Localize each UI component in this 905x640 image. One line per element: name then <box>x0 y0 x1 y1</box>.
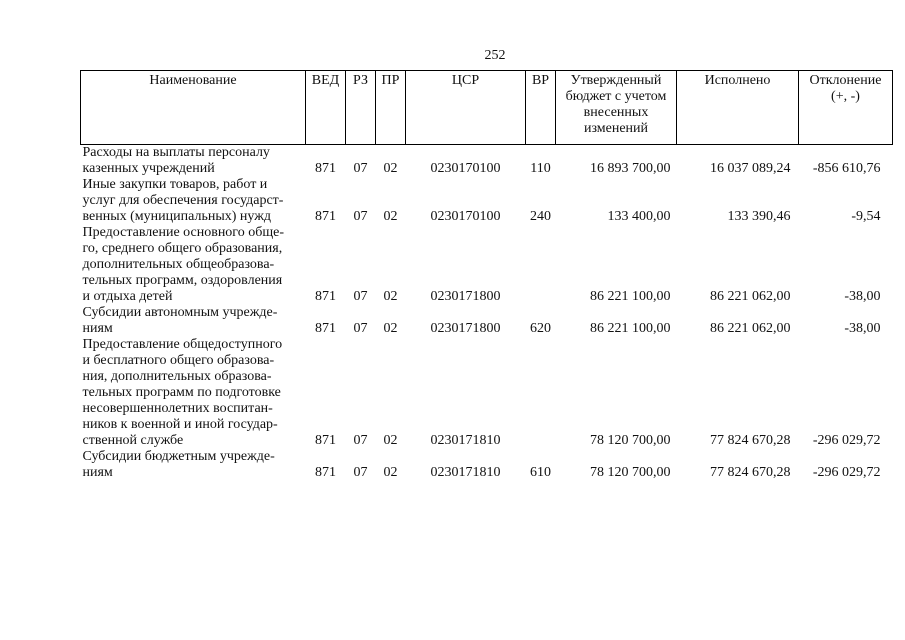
row-pr: 02 <box>383 433 398 448</box>
row-approved: 133 400,00 <box>607 209 671 224</box>
table-header-row <box>81 71 893 145</box>
page-number: 252 <box>484 48 506 63</box>
row-csr: 0230171800 <box>430 321 501 336</box>
row-pr: 02 <box>383 161 398 176</box>
row-name-line: тельных программ, оздоровления <box>82 273 283 288</box>
row-approved: 78 120 700,00 <box>590 433 671 448</box>
header-pr: ПР <box>376 71 406 145</box>
row-approved: 86 221 100,00 <box>590 289 671 304</box>
row-name-line: ников к военной и иной государ- <box>82 417 278 432</box>
row-name-line: и бесплатного общего образова- <box>82 353 275 368</box>
header-csr: ЦСР <box>406 71 526 145</box>
row-name-line: Субсидии бюджетным учрежде- <box>82 449 275 464</box>
row-approved: 86 221 100,00 <box>590 321 671 336</box>
row-csr: 0230171810 <box>430 433 501 448</box>
row-ved: 871 <box>315 321 336 336</box>
row-rz: 07 <box>353 289 368 304</box>
header-name: Наименование <box>81 71 306 145</box>
row-name <box>81 305 306 337</box>
row-pr: 02 <box>383 465 398 480</box>
row-name-line: ния, дополнительных образова- <box>82 369 272 384</box>
row-rz: 07 <box>353 161 368 176</box>
row-name <box>81 225 306 305</box>
row-executed: 133 390,46 <box>727 209 791 224</box>
row-name-line: Предоставление основного обще- <box>82 225 284 240</box>
table-row <box>81 337 893 449</box>
row-deviation: -9,54 <box>851 209 881 224</box>
table-row <box>81 449 893 481</box>
header-executed: Исполнено <box>677 71 799 145</box>
row-approved: 78 120 700,00 <box>590 465 671 480</box>
row-name-line: тельных программ по подготовке <box>82 385 281 400</box>
row-name-line: услуг для обеспечения государст- <box>82 193 284 208</box>
row-executed: 77 824 670,28 <box>710 433 791 448</box>
row-csr: 0230171810 <box>430 465 501 480</box>
row-pr: 02 <box>383 321 398 336</box>
row-name <box>81 337 306 449</box>
row-deviation: -296 029,72 <box>812 465 881 480</box>
row-name <box>81 177 306 225</box>
header-deviation: Отклонение (+, -) <box>799 71 893 145</box>
row-rz: 07 <box>353 465 368 480</box>
row-pr: 02 <box>383 289 398 304</box>
row-name-line: несовершеннолетних воспитан- <box>82 401 273 416</box>
row-vr: 110 <box>530 161 551 176</box>
row-name-line: ниям <box>82 321 113 336</box>
row-rz: 07 <box>353 321 368 336</box>
row-name <box>81 449 306 481</box>
row-name <box>81 145 306 178</box>
row-pr: 02 <box>383 209 398 224</box>
row-deviation: -38,00 <box>844 321 881 336</box>
row-csr: 0230171800 <box>430 289 501 304</box>
header-approved: Утвержденный бюджет с учетом внесенных изменений <box>556 71 677 145</box>
row-executed: 86 221 062,00 <box>710 321 791 336</box>
row-vr: 610 <box>530 465 551 480</box>
row-executed: 16 037 089,24 <box>710 161 791 176</box>
header-ved: ВЕД <box>306 71 346 145</box>
row-ved: 871 <box>315 289 336 304</box>
row-vr <box>526 337 556 449</box>
row-name-line: Предоставление общедоступного <box>82 337 283 352</box>
row-vr <box>526 225 556 305</box>
row-name-line: Иные закупки товаров, работ и <box>82 177 268 192</box>
row-name-line: Субсидии автономным учрежде- <box>82 305 278 320</box>
row-name-line: ниям <box>82 465 113 480</box>
row-ved: 871 <box>315 161 336 176</box>
table-row <box>81 145 893 178</box>
row-name-line: казенных учреждений <box>82 161 215 176</box>
table-row <box>81 305 893 337</box>
row-deviation: -38,00 <box>844 289 881 304</box>
row-name-line: венных (муниципальных) нужд <box>82 209 271 224</box>
row-deviation: -856 610,76 <box>812 161 881 176</box>
header-vr: ВР <box>526 71 556 145</box>
header-rz: РЗ <box>346 71 376 145</box>
row-ved: 871 <box>315 209 336 224</box>
row-ved: 871 <box>315 433 336 448</box>
row-csr: 0230170100 <box>430 209 501 224</box>
row-vr: 240 <box>530 209 551 224</box>
row-vr: 620 <box>530 321 551 336</box>
table-body <box>81 145 893 482</box>
row-name-line: дополнительных общеобразова- <box>82 257 275 272</box>
row-deviation: -296 029,72 <box>812 433 881 448</box>
row-name-line: Расходы на выплаты персоналу <box>82 145 270 160</box>
row-executed: 77 824 670,28 <box>710 465 791 480</box>
row-name-line: го, среднего общего образования, <box>82 241 283 256</box>
row-rz: 07 <box>353 209 368 224</box>
row-ved: 871 <box>315 465 336 480</box>
row-csr: 0230170100 <box>430 161 501 176</box>
row-name-line: и отдыха детей <box>82 289 173 304</box>
row-rz: 07 <box>353 433 368 448</box>
table-row <box>81 177 893 225</box>
row-name-line: ственной службе <box>82 433 184 448</box>
budget-execution-table <box>80 70 893 481</box>
row-approved: 16 893 700,00 <box>590 161 671 176</box>
table-row <box>81 225 893 305</box>
row-executed: 86 221 062,00 <box>710 289 791 304</box>
